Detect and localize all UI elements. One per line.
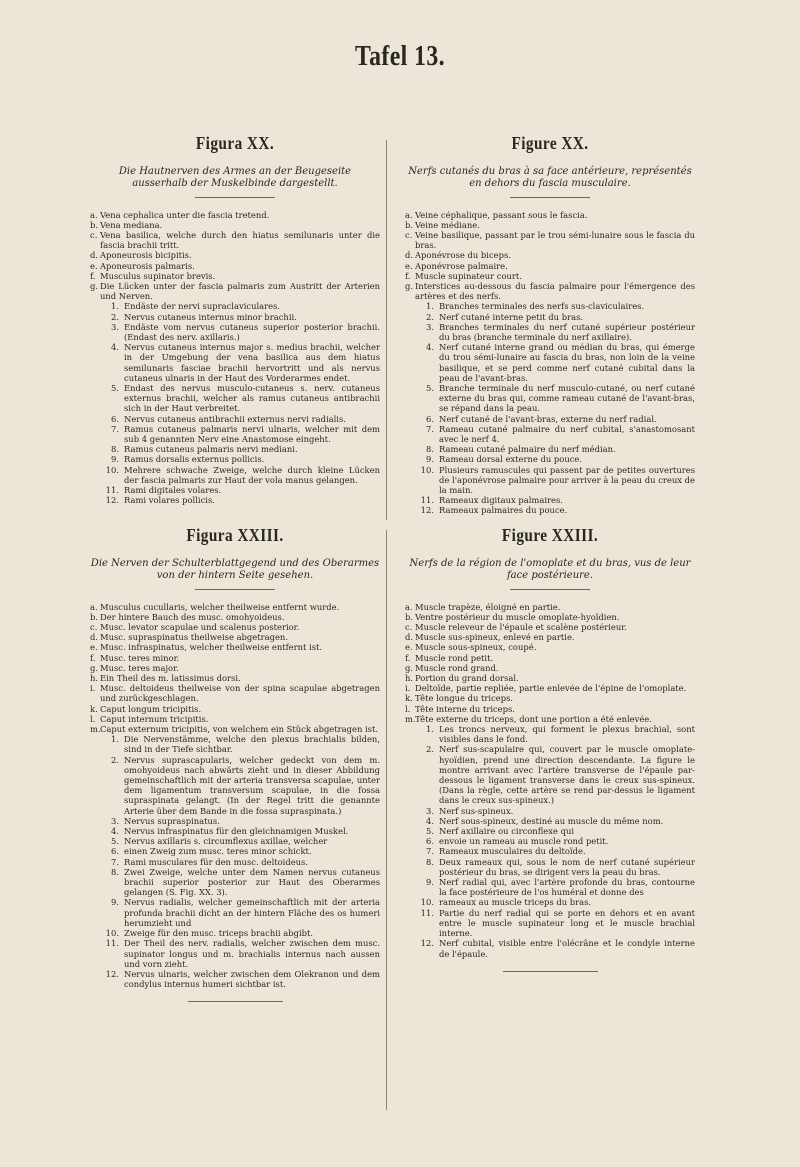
legend-item-label: 11. [105, 485, 119, 496]
legend-item-text: Aponévrose du biceps. [415, 250, 511, 261]
legend-item-text: Deux rameaux qui, sous le nom de nerf cutané supérieur postérieur du bras, se dirigent vers la peau du bras. [439, 856, 695, 877]
legend-item [90, 836, 380, 846]
column-divider-bottom [386, 530, 387, 1110]
legend-item [405, 612, 695, 622]
figure-title: Figura XXIII. [186, 525, 284, 545]
legend-item [90, 663, 380, 673]
legend-item-text: Rami digitales volares. [124, 485, 222, 496]
legend-item-text: Vena mediana. [100, 219, 163, 230]
legend-item [405, 322, 695, 342]
legend-item-text: Musc. infraspinatus, welcher theilweise entfernt ist. [100, 642, 323, 653]
legend-item-text: Les troncs nerveux, qui forment le plexus brachial, sont visibles dans le fond. [439, 724, 695, 745]
legend-item-text: Nerf cutané de l'avant-bras, externe du nerf radial. [439, 413, 657, 424]
legend-item-text: Caput longum tricipitis. [100, 703, 202, 714]
legend-item-label: 4. [111, 826, 119, 837]
legend-item-text: Vena cephalica unter die fascia tretend. [100, 209, 270, 220]
legend-item-label: 10. [105, 928, 119, 939]
legend-item [405, 908, 695, 939]
legend-item [405, 414, 695, 424]
legend-item-label: m. [90, 724, 101, 735]
legend-item-label: 8. [111, 866, 119, 877]
divider-rule [503, 971, 598, 972]
legend-item-text: Deltoïde, partie repliée, partie enlevée de l'épine de l'omoplate. [415, 683, 687, 694]
legend-item-label: 3. [426, 321, 434, 332]
legend-item [90, 220, 380, 230]
legend-item-text: Veine médiane. [415, 219, 480, 230]
legend-item-label: 5. [426, 826, 434, 837]
legend-item-label: 3. [426, 805, 434, 816]
legend-item [405, 846, 695, 856]
legend-item [405, 495, 695, 505]
legend-item-label: f. [405, 652, 411, 663]
legend-item-text: Nerf sus-spineux. [439, 805, 514, 816]
legend-item-label: 1. [111, 301, 119, 312]
legend-item-label: 1. [426, 724, 434, 735]
legend-item-label: c. [90, 622, 98, 632]
legend-item [90, 867, 380, 898]
legend-item [405, 210, 695, 220]
legend-item-text: Nervus axillaris s. circumflexus axillae, welcher [124, 836, 328, 847]
legend-item-label: l. [405, 703, 411, 714]
legend-item-text: Rameaux digitaux palmaires. [439, 495, 563, 506]
legend-item [90, 261, 380, 271]
legend-item [90, 250, 380, 260]
legend-item-label: 7. [111, 423, 119, 434]
legend-item-text: Tête longue du triceps. [415, 693, 514, 704]
legend-item-label: c. [405, 230, 413, 240]
legend-item-label: g. [405, 281, 414, 292]
legend-item-label: h. [405, 673, 414, 684]
legend-item-text: Nerf cutané interne grand ou médian du bras, qui émerge du trou sémi-lunaire au fascia du bras, non loin de la veine basilique, et se perd comme nerf cutané cubital dans la peau de l'avant-bras. [439, 342, 695, 383]
legend-item-text: Muscle sus-spineux, enlevé en partie. [415, 632, 575, 643]
french-column [405, 0, 695, 1167]
legend-item [405, 653, 695, 663]
figure-20-fr [405, 133, 695, 516]
legend-item-label: 5. [111, 836, 119, 847]
legend-item [90, 969, 380, 989]
legend-item [90, 734, 380, 754]
legend-item [405, 836, 695, 846]
legend-item [90, 612, 380, 622]
legend-item-label: 6. [426, 413, 434, 424]
legend-item-label: 9. [111, 454, 119, 465]
figure-title: Figura XX. [195, 133, 275, 153]
legend-item-text: Nervus cutaneus antibrachii externus nervi radialis. [124, 413, 346, 424]
legend-item [405, 877, 695, 897]
legend-item-text: Tête interne du triceps. [415, 703, 515, 714]
legend-item-text: Nervus radialis, welcher gemeinschaftlich mit der arteria profunda brachii dicht an der hintern Fläche des os humeri herumzieht und [124, 897, 380, 928]
legend-item [405, 693, 695, 703]
legend-item-label: 11. [420, 495, 434, 506]
legend-item-text: Nervus infraspinatus für den gleichnamigen Muskel. [124, 826, 349, 837]
legend-item-text: Rameaux palmaires du pouce. [439, 505, 568, 516]
legend-item [90, 210, 380, 220]
legend-item-text: Rameau cutané palmaire du nerf médian. [439, 444, 616, 455]
legend-list [405, 602, 695, 959]
legend-item-label: 11. [420, 907, 434, 918]
legend-item-text: Nervus cutaneus internus minor brachii. [124, 311, 297, 322]
legend-item-label: k. [405, 693, 413, 704]
legend-item [405, 505, 695, 515]
legend-item [90, 342, 380, 383]
legend-item [90, 653, 380, 663]
legend-item-label: a. [405, 601, 413, 612]
legend-item-text: Aponeurosis bicipitis. [100, 250, 192, 261]
divider-rule [188, 1001, 283, 1002]
legend-item-label: 7. [426, 423, 434, 434]
legend-item [405, 424, 695, 444]
legend-item-label: 9. [111, 897, 119, 908]
legend-item [405, 724, 695, 744]
divider-rule [510, 197, 590, 198]
legend-item-label: 12. [420, 505, 434, 516]
legend-item-label: d. [90, 632, 99, 643]
legend-item [405, 301, 695, 311]
legend-item [90, 642, 380, 652]
legend-item [90, 312, 380, 322]
legend-item-label: k. [90, 703, 98, 714]
legend-item [405, 220, 695, 230]
legend-item-text: Zweige für den musc. triceps brachii abgibt. [124, 928, 314, 939]
legend-item [405, 271, 695, 281]
figure-caption: Die Nerven der Schulterblattgegend und des Oberarmes von der hintern Seite gesehen. [90, 558, 380, 581]
legend-item [90, 673, 380, 683]
legend-item-text: Endäste vom nervus cutaneus superior posterior brachii. (Endast des nerv. axillaris.) [124, 321, 380, 343]
legend-item-label: b. [90, 611, 99, 622]
legend-item-label: 5. [111, 383, 119, 394]
legend-item-label: b. [405, 219, 414, 230]
legend-item-text: Endast des nervus musculo-cutaneus s. nerv. cutaneus externus brachii, welcher als ramus cutaneus antibrachii sich in der Haut verbreitet. [124, 383, 380, 414]
figure-title: Figure XXIII. [501, 525, 599, 545]
legend-item [90, 301, 380, 311]
legend-item-text: Nerf radial qui, avec l'artère profonde du bras, contourne la face postérieure de l'os huméral et donne des [439, 877, 695, 898]
legend-item [405, 602, 695, 612]
legend-item-label: e. [405, 642, 413, 653]
legend-item-text: Der hintere Bauch des musc. omohyoideus. [100, 611, 285, 622]
legend-item-label: l. [90, 713, 96, 724]
legend-item [90, 632, 380, 642]
legend-item-label: b. [405, 611, 414, 622]
legend-item-text: envoie un rameau au muscle rond petit. [439, 836, 609, 847]
legend-item-label: 6. [111, 846, 119, 857]
legend-item-label: 8. [426, 856, 434, 867]
legend-item [405, 622, 695, 632]
legend-item [90, 414, 380, 424]
legend-item [405, 826, 695, 836]
legend-item-text: Vena basilica, welche durch den hiatus semilunaris unter die fascia brachii tritt. [100, 230, 380, 251]
legend-item [90, 857, 380, 867]
legend-item-label: m. [405, 713, 416, 724]
legend-item-label: i. [405, 683, 411, 694]
legend-item-text: Aponeurosis palmaris. [100, 260, 195, 271]
legend-item-text: Die Nervenstämme, welche den plexus brachialis bilden, sind in der Tiefe sichtbar. [124, 734, 380, 755]
legend-item-text: Rameaux musculaires du deltoïde. [439, 846, 586, 857]
legend-item [90, 454, 380, 464]
legend-item [90, 755, 380, 816]
legend-item [405, 383, 695, 414]
legend-item-label: 11. [105, 938, 119, 949]
legend-list [90, 210, 380, 506]
legend-item [405, 342, 695, 383]
legend-item-text: Muscle rond petit. [415, 652, 494, 663]
legend-item-label: f. [405, 270, 411, 281]
legend-item-label: 1. [426, 301, 434, 312]
legend-item-label: 12. [420, 938, 434, 949]
legend-item [90, 622, 380, 632]
german-column [90, 0, 380, 1167]
legend-item-text: Muscle rond grand. [415, 662, 499, 673]
legend-item-text: Musc. supraspinatus theilweise abgetragen. [100, 632, 288, 643]
legend-item-label: 4. [426, 815, 434, 826]
legend-item [90, 465, 380, 485]
legend-item [90, 271, 380, 281]
legend-item-text: Nervus cutaneus internus major s. medius brachii, welcher in der Umgebung der vena basilica aus dem hiatus semilunaris fasciae brachii hervortritt und als nervus cutaneus ulnaris in der Haut des Vorderarmes endet. [124, 342, 380, 383]
legend-item-text: Nerf cutané interne petit du bras. [439, 311, 584, 322]
legend-item-label: 3. [111, 815, 119, 826]
legend-item-label: 7. [426, 846, 434, 857]
legend-item-text: Partie du nerf radial qui se porte en dehors et en avant entre le muscle supinateur long et le muscle brachial interne. [439, 907, 695, 939]
legend-item [90, 897, 380, 928]
legend-item [405, 444, 695, 454]
legend-item [90, 938, 380, 969]
divider-rule [195, 589, 275, 590]
legend-item [90, 383, 380, 414]
legend-item-text: Branches terminales des nerfs sus-claviculaires. [439, 301, 645, 312]
legend-item [405, 714, 695, 724]
legend-item-text: Zwei Zweige, welche unter dem Namen nervus cutaneus brachii superior posterior zur Haut des Oberarmes gelangen (S. Fig. XX. 3). [124, 866, 380, 898]
legend-item-text: Endäste der nervi supraclaviculares. [124, 301, 281, 312]
legend-item-text: Muscle supinateur court. [415, 270, 522, 281]
legend-item-label: i. [90, 683, 96, 694]
legend-item [90, 485, 380, 495]
legend-item-text: Caput externum tricipitis, von welchem ein Stück abgetragen ist. [100, 724, 379, 735]
legend-item-text: Musc. levator scapulae und scalenus posterior. [100, 622, 300, 632]
legend-item [90, 230, 380, 250]
legend-item [405, 857, 695, 877]
legend-item-text: Aponévrose palmaire. [415, 260, 508, 271]
legend-item-text: Nervus ulnaris, welcher zwischen dem Olekranon und dem condylus internus humeri sichtbar ist. [124, 968, 380, 990]
legend-item-label: g. [90, 662, 99, 673]
legend-item-text: Branches terminales du nerf cutané supérieur postérieur du bras (branche terminale du nerf axillaire). [439, 321, 695, 343]
legend-item-text: Nerf sous-spineux, destiné au muscle du même nom. [439, 815, 664, 826]
legend-item [405, 250, 695, 260]
figure-23-fr [405, 525, 695, 972]
legend-item-label: 8. [426, 444, 434, 455]
legend-item [405, 281, 695, 301]
legend-item [405, 704, 695, 714]
legend-item [405, 663, 695, 673]
legend-item-text: Interstices au-dessous du fascia palmaire pour l'émergence des artères et des nerfs. [415, 281, 695, 302]
legend-item [405, 632, 695, 642]
legend-item-label: e. [405, 260, 413, 271]
legend-item [90, 724, 380, 734]
legend-list [90, 602, 380, 990]
legend-item-label: f. [90, 652, 96, 663]
legend-item-label: 8. [111, 444, 119, 455]
legend-item-text: Mehrere schwache Zweige, welche durch kleine Lücken der fascia palmaris zur Haut der vola manus gelangen. [124, 464, 380, 485]
legend-item-text: Muscle releveur de l'épaule et scalène postérieur. [415, 622, 627, 632]
legend-item-label: 12. [105, 968, 119, 979]
legend-item [405, 673, 695, 683]
figure-23-de [90, 525, 380, 1002]
legend-item [405, 806, 695, 816]
legend-item-text: Portion du grand dorsal. [415, 673, 519, 684]
legend-item-label: 12. [105, 495, 119, 506]
legend-item-text: Rami volares pollicis. [124, 495, 215, 506]
legend-item-label: 1. [111, 734, 119, 745]
legend-item-label: e. [90, 260, 98, 271]
legend-item-text: Branche terminale du nerf musculo-cutané, ou nerf cutané externe du bras qui, comme rameau cutané de l'avant-bras, se répand dans la peau. [439, 383, 695, 414]
legend-item-text: Der Theil des nerv. radialis, welcher zwischen dem musc. supinator longus und m. brachialis internus nach aussen und vorn zieht. [124, 938, 380, 969]
legend-item-label: g. [405, 662, 414, 673]
legend-item [90, 444, 380, 454]
legend-item [90, 322, 380, 342]
legend-item [405, 642, 695, 652]
legend-item-text: Rameau dorsal externe du pouce. [439, 454, 583, 465]
legend-item-label: c. [405, 622, 413, 632]
legend-item-label: 2. [426, 744, 434, 755]
legend-item [405, 312, 695, 322]
legend-item-label: h. [90, 673, 99, 684]
legend-item-text: einen Zweig zum musc. teres minor schickt. [124, 846, 312, 857]
legend-item-text: Rameau cutané palmaire du nerf cubital, s'anastomosant avec le nerf 4. [439, 423, 695, 445]
legend-item-label: 10. [420, 464, 434, 475]
figure-caption: Die Hautnerven des Armes an der Beugeseite ausserhalb der Muskelbinde dargestellt. [118, 166, 352, 189]
legend-item-text: Rami musculares für den musc. deltoideus. [124, 856, 309, 867]
legend-item-text: Nervus suprascapularis, welcher gedeckt von dem m. omohyoideus nach abwärts zieht und in dieser Abbildung gemeinschaftlich mit der arteria transversa scapulae, unter dem ligamentum transversum scapulae, in die fossa supraspinata gelangt. (In der Regel tritt die genannte Arterie über dem Bande in die fossa supraspinata.) [124, 754, 380, 816]
legend-item-text: Ramus cutaneus palmaris nervi mediani. [124, 444, 298, 455]
legend-item-text: Veine basilique, passant par le trou sémi-lunaire sous le fascia du bras. [415, 230, 695, 251]
legend-item-label: f. [90, 270, 96, 281]
legend-item-label: b. [90, 219, 99, 230]
legend-item [405, 230, 695, 250]
legend-item-label: e. [90, 642, 98, 653]
legend-item-text: Ein Theil des m. latissimus dorsi. [100, 673, 241, 684]
legend-item-label: 7. [111, 856, 119, 867]
legend-item-label: g. [90, 281, 99, 292]
figure-20-de [90, 133, 380, 506]
figure-title: Figure XX. [511, 133, 589, 153]
legend-item-label: d. [405, 632, 414, 643]
legend-item [90, 826, 380, 836]
legend-item-text: Musc. deltoideus theilweise von der spina scapulae abgetragen und zurückgeschlagen. [100, 683, 380, 704]
legend-item [90, 683, 380, 703]
legend-item-text: Musculus cucullaris, welcher theilweise entfernt wurde. [100, 601, 340, 612]
legend-item-text: Musc. teres major. [100, 662, 179, 673]
legend-item-label: 2. [111, 311, 119, 322]
legend-item-label: a. [405, 209, 413, 220]
legend-item [405, 683, 695, 693]
legend-item-label: d. [90, 250, 99, 261]
legend-item-text: Muscle trapèze, éloigné en partie. [415, 601, 561, 612]
page-title: Tafel 13. [354, 40, 446, 72]
legend-item-text: Caput internum tricipitis. [100, 713, 209, 724]
legend-item [90, 281, 380, 301]
legend-item-text: Nerf cubital, visible entre l'olécrâne et le condyle interne de l'épaule. [439, 938, 695, 959]
figure-caption: Nerfs cutanés du bras à sa face antérieure, représentés en dehors du fascia musculaire. [408, 166, 692, 189]
legend-item [405, 744, 695, 805]
legend-item-text: Muscle sous-spineux, coupé. [415, 642, 537, 653]
legend-item-label: 2. [111, 754, 119, 765]
legend-item-label: 6. [426, 836, 434, 847]
legend-item [90, 714, 380, 724]
legend-item [405, 454, 695, 464]
legend-item [90, 602, 380, 612]
legend-item-label: c. [90, 230, 98, 240]
legend-item-text: Ventre postérieur du muscle omoplate-hyoïdien. [415, 611, 620, 622]
legend-item-label: 6. [111, 413, 119, 424]
legend-item-text: Ramus dorsalis externus pollicis. [124, 454, 265, 465]
legend-item [90, 424, 380, 444]
legend-item-text: Nerf axillaire ou circonflexe qui [439, 826, 575, 837]
legend-item-text: Musculus supinator brevis. [100, 270, 216, 281]
legend-item-label: 5. [426, 383, 434, 394]
legend-item-label: 3. [111, 321, 119, 332]
legend-item [405, 938, 695, 958]
legend-item [90, 495, 380, 505]
legend-item-text: Ramus cutaneus palmaris nervi ulnaris, welcher mit dem sub 4 genannten Nerv eine Anastomose eingeht. [124, 423, 380, 445]
legend-item [405, 465, 695, 496]
legend-item-label: 9. [426, 877, 434, 888]
divider-rule [510, 589, 590, 590]
legend-item-label: 4. [426, 342, 434, 353]
legend-item [405, 897, 695, 907]
legend-item [90, 928, 380, 938]
legend-item-text: rameaux au muscle triceps du bras. [439, 897, 592, 908]
legend-item [90, 704, 380, 714]
legend-item-text: Tête externe du triceps, dont une portion a été enlevée. [415, 713, 652, 724]
legend-item [90, 816, 380, 826]
legend-item-text: Die Lücken unter der fascia palmaris zum Austritt der Arterien und Nerven. [100, 281, 380, 302]
legend-item-text: Plusieurs ramuscules qui passent par de petites ouvertures de l'aponévrose palmaire pour arriver à la peau du creux de la main. [439, 464, 695, 496]
legend-item-text: Nervus supraspinatus. [124, 815, 220, 826]
legend-item-label: a. [90, 601, 98, 612]
legend-item-label: 9. [426, 454, 434, 465]
legend-item-label: 4. [111, 342, 119, 353]
legend-item-text: Musc. teres minor. [100, 652, 180, 663]
legend-list [405, 210, 695, 516]
legend-item-text: Veine céphalique, passant sous le fascia. [415, 209, 588, 220]
figure-caption: Nerfs de la région de l'omoplate et du bras, vus de leur face postérieure. [409, 558, 691, 581]
legend-item-label: a. [90, 209, 98, 220]
column-divider-top [386, 140, 387, 520]
legend-item-label: 10. [420, 897, 434, 908]
divider-rule [195, 197, 275, 198]
legend-item-label: d. [405, 250, 414, 261]
legend-item-text: Nerf sus-scapulaire qui, couvert par le muscle omoplate-hyoïdien, prend une direction descendante. La figure le montre arrivant avec l'artère transverse de l'épaule par-dessous le ligament transverse dans le creux sus-spineux. (Dans la règle, cette artère se rend par-dessus le ligament dans le creux sus-spineux.) [439, 744, 695, 806]
legend-item [405, 816, 695, 826]
legend-item-label: 2. [426, 311, 434, 322]
legend-item [90, 846, 380, 856]
legend-item [405, 261, 695, 271]
legend-item-label: 10. [105, 464, 119, 475]
